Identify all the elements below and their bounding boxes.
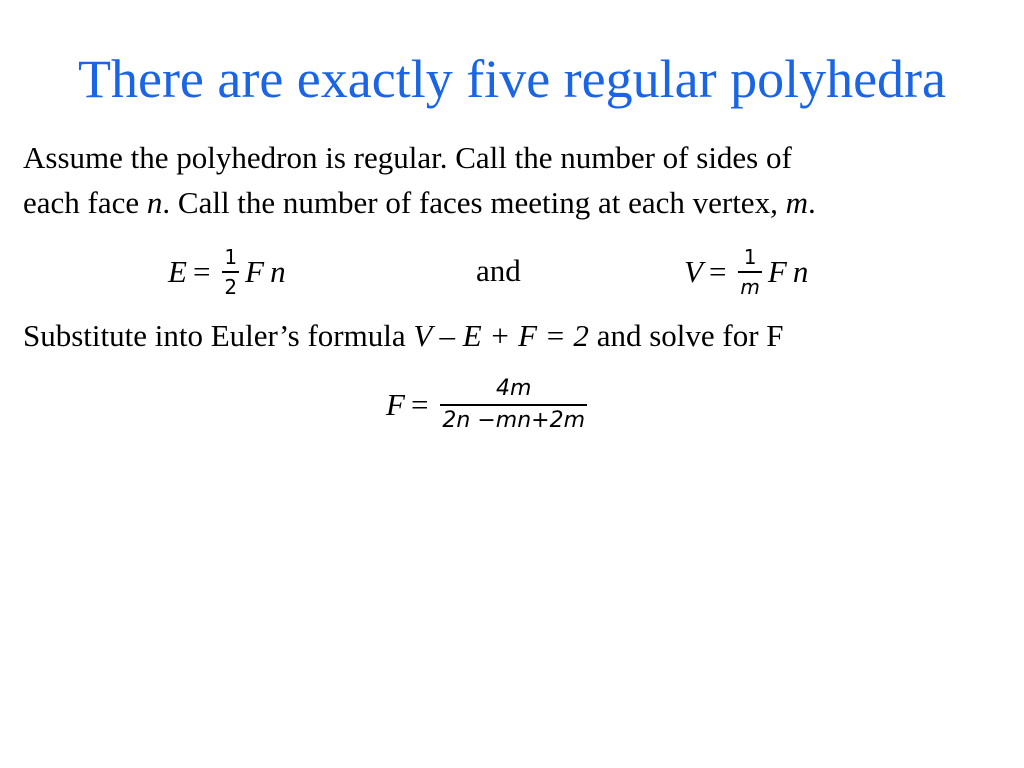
body-line-2-text-b: . Call the number of faces meeting at each vertex [162, 185, 771, 220]
period: . [807, 185, 816, 220]
variable-m: m [785, 185, 808, 220]
fraction-numerator: 1 [743, 245, 757, 269]
and-word: and [476, 253, 521, 288]
fraction-bar [440, 404, 587, 406]
body-line-3-text-b: and solve for F [588, 318, 784, 353]
variable-n: n [146, 185, 163, 220]
edge-equation [168, 240, 286, 304]
body-line-2 [23, 183, 816, 223]
body-line-3 [23, 316, 784, 356]
body-line-1: Assume the polyhedron is regular. Call the number of sides of [23, 140, 792, 175]
equals-sign: = [192, 254, 211, 289]
fraction-denominator: 2n −mn+2m [442, 408, 586, 433]
space [778, 185, 786, 220]
equals-sign: = [708, 254, 727, 289]
body-line-2-text-a: each face [23, 185, 147, 220]
fraction-denominator: m [740, 275, 760, 299]
slide-title: There are exactly five regular polyhedra [77, 49, 946, 109]
fraction-one-over-m [738, 245, 761, 299]
vertex-equation [684, 240, 808, 304]
faces-fraction [440, 376, 587, 434]
body-line-3-text-a: Substitute into Euler’s formula [23, 318, 414, 353]
fraction-denominator: 2 [224, 275, 238, 299]
face-symbol: F [245, 254, 265, 289]
fraction-bar [222, 271, 239, 273]
face-symbol: F [386, 387, 405, 422]
comma: , [770, 185, 778, 220]
vertex-symbol: V [684, 254, 703, 289]
n-symbol: n [270, 254, 286, 289]
fraction-one-half [222, 245, 239, 299]
face-symbol: F [767, 254, 787, 289]
edge-symbol: E [168, 254, 187, 289]
equals-sign: = [410, 387, 429, 422]
fraction-numerator: 1 [224, 245, 238, 269]
n-symbol: n [792, 254, 809, 289]
fraction-bar [738, 271, 761, 273]
faces-equation [386, 372, 593, 438]
fraction-numerator: 4m [496, 376, 532, 401]
euler-formula: V – E + F = 2 [413, 318, 589, 353]
